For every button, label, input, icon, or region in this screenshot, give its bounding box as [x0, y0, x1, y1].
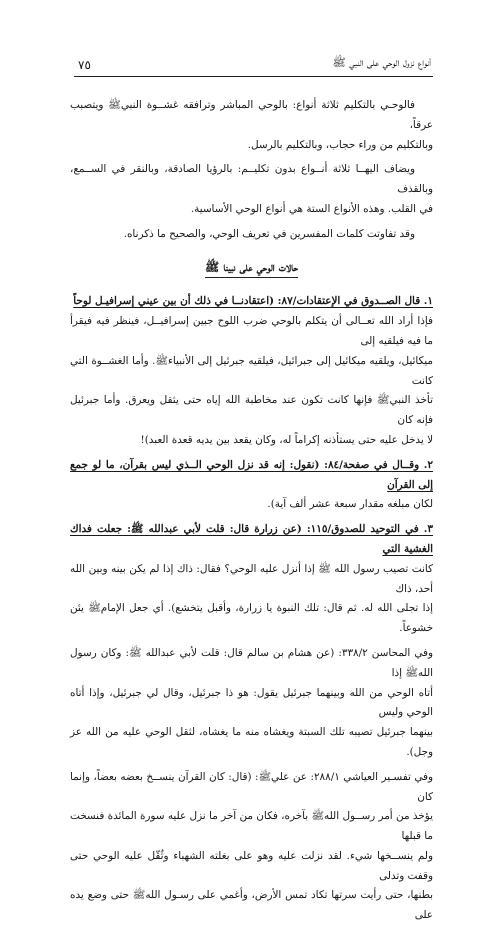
text-line: بينهما جبرئيل تصيبه تلك السبتة ويغشاه منه ما يغشاه، لثقل الوحي عليه من الله عز وجل).	[70, 726, 433, 758]
mahasin-lead: وفي المحاسن ٣٣٨/٢: (عن هشام بن سالم قال: قلت لأبي عبدالله ﷺ: وكان رسول اللهﷺ إذا	[70, 646, 433, 679]
text-line: وقد تفاوتت كلمات المفسرين في تعريف الوحي، والصحيح ما ذكرناه.	[123, 227, 415, 240]
text-line: فإذا أراد الله تعــالى أن يتكلم بالوحي ضرب اللوح جبين إسرافيــل، فينظر فيه فيقرأ ما فيه فيلقيه إلى	[70, 315, 433, 347]
ayyashi-lead: وفي تفسـير العياشي ٢٨٨/١: عن عليﷺ: (قال: كان القرآن ينســخ بعضه بعضاً، وإنما كان	[70, 770, 433, 803]
section-heading-text: حالات الوحي على نبينا ﷺ	[205, 260, 298, 278]
text-line: تأخذ النبيﷺ فإنها كانت تكون عند مخاطبة الله إياه حتى يثقل ويعرق. وأما جبرئيل فإنه كان	[70, 394, 433, 427]
text-line: فالوحـي بالتكليم ثلاثة أنواع: بالوحي المباشر وترافقه غشــوة النبيﷺ ويتصبب عرقاً،	[70, 99, 433, 131]
text-line: لا يدخل عليه حتى يستأذنه إكراماً له، وكان يقعد بين يديه قعدة العبد)!	[140, 433, 433, 446]
page-number: ٧٥	[78, 58, 91, 72]
section-heading	[70, 258, 433, 278]
text-line: كانت تصيب رسول الله ﷺ إذا أنزل عليه الوحي؟ فقال: ذاك إذا لم يكن بينه وبين الله أحد، ذاك	[70, 562, 433, 595]
text-line: ولم ينســخها شيء. لقد نزلت عليه وهو على بغلته الشهباء وثُقّل عليه الوحي حتى وقفت وتدلى	[70, 849, 433, 882]
item-2-lead: ٢. وقــال في صفحة/٨٤: (نقول: إنه قد نزل الوحي الــذي ليس بقرآن، ما لو جمع إلى القرآن	[70, 458, 433, 491]
text-line: بطنها، حتى رأيت سرتها تكاد تمس الأرض، وأغمي على رسـول اللهﷺ حتى وضع يده على	[70, 889, 433, 922]
page-body	[70, 96, 433, 926]
text-line: وبالتكليم من وراء حجاب، وبالتكليم بالرسل.	[247, 138, 433, 151]
item-1-lead: ١. قال الصــدوق في الإعتقادات/٨٧: (اعتقادنــا في ذلك أن بين عيني إسرافيـل لوحاً	[73, 295, 433, 308]
header-rule	[74, 76, 433, 77]
text-line: يؤخذ من أمر رســول اللهﷺ بآخره، فكان من آخر ما نزل عليه سورة المائدة فنسخت ما قبلها	[70, 810, 433, 843]
text-line: ميكائيل، ويلقيه ميكائيل إلى جبرائيل، فيلقيه جبرئيل إلى الأنبياءﷺ. وأما الغشــوة التي كانت	[70, 354, 433, 387]
text-line: أتاه الوحي من الله وبينهما جبرئيل يقول: هو ذا جبرئيل، وقال لي جبرئيل، وإذا أتاه الوحي وليس	[70, 686, 433, 719]
text-line: في القلب. وهذه الأنواع الستة هي أنواع الوحي الأساسية.	[190, 202, 433, 215]
text-line: لكان مبلغه مقدار سبعة عشر ألف آية).	[267, 498, 433, 511]
text-line: إذا تجلى الله له. ثم قال: تلك النبوة يا زرارة، وأقبل يتخشع). أي جعل الإمامﷺ يئن خشوعاً.	[70, 602, 433, 635]
page-header	[78, 50, 431, 72]
running-title: أنواع نزول الوحي على النبي ﷺ	[332, 56, 431, 69]
text-line: ويضاف اليهــا ثلاثة أنــواع بدون تكليــم: بالرؤيا الصادقة، وبالنقر في الســمع، وبالقذف	[70, 163, 433, 196]
item-3-lead: ٣. في التوحيد للصدوق/١١٥: (عن زرارة قال: قلت لأبي عبدالله ﷺ: جعلت فداك الغشية التي	[70, 523, 433, 555]
